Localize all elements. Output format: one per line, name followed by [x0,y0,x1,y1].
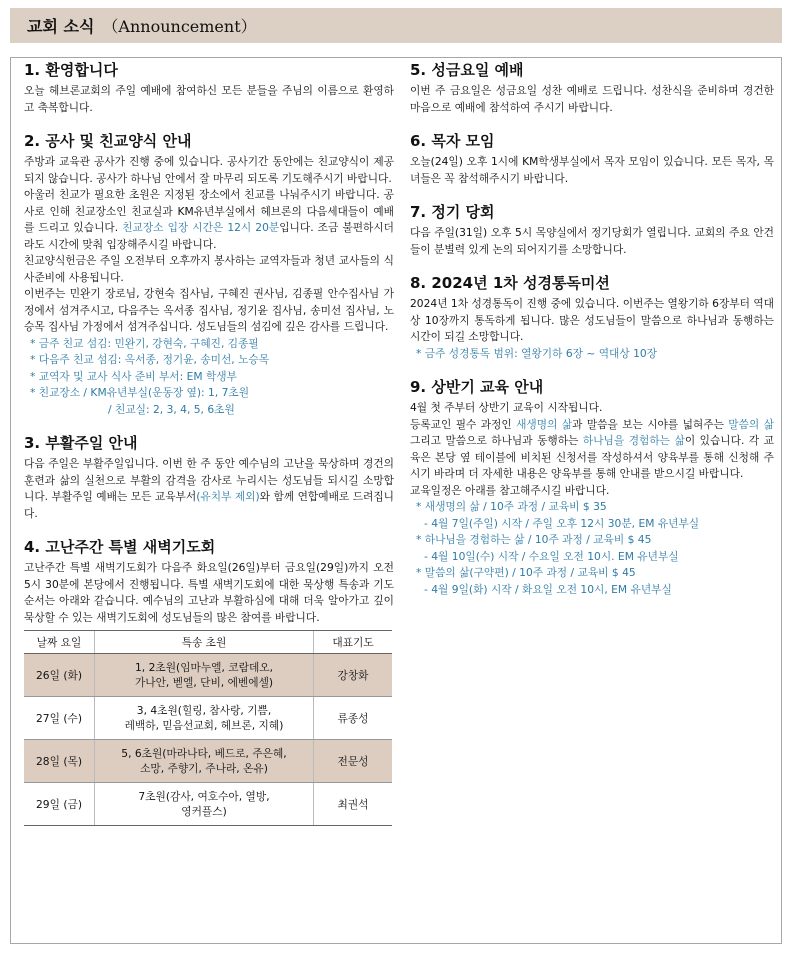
table-row [24,654,392,697]
text-run: 이 있습니다. 각 교육은 본당 옆 테이블에 비치된 신청서를 작성하셔서 양육부를 통해 신청해 주시기 바라며 더 자세한 내용은 양육부를 통해 안내를 받으시길 바랍니다. [410,434,775,480]
section-paragraph [24,187,394,253]
header-title-korean: 교회 소식 [27,17,95,36]
text-run: 와 함께 연합예배로 드려집니다. [24,490,394,520]
column-header: 특송 초원 [95,631,314,654]
highlight-text: 친교장소 입장 시간은 12시 20분 [122,221,280,234]
bullet-detail: - 4월 10일(수) 시작 / 수요일 오전 10시. EM 유년부실 [424,549,679,563]
table-row [24,697,392,740]
text-run: 다음 주일은 부활주일입니다. 이번 한 주 동안 예수님의 고난을 묵상하며 경건의 훈련과 삶의 실천으로 부활의 감격을 감사로 누리시는 성도님들 되시길 소망합니다. 부활주일 예배는 모든 교육부서 [24,457,394,503]
date-cell: 27일 (수) [24,697,95,740]
section-title: 1. 환영합니다 [24,61,118,79]
cell-line: 5, 6초원(마라나타, 베드로, 주은혜, [121,747,287,760]
date-cell: 29일 (금) [24,783,95,826]
cell-line: 7초원(감사, 여호수아, 열방, [138,790,270,803]
table-row [24,783,392,826]
section-body: 다음 주일(31일) 오후 5시 목양실에서 정기당회가 열립니다. 교회의 주요 안건들이 분별력 있게 논의 되어지기를 소망합니다. [410,226,774,256]
song-cell [95,740,314,783]
song-cell [95,697,314,740]
cell-line: 레백하, 믿음선교회, 헤브론, 지혜) [124,719,284,732]
date-cell: 26일 (화) [24,654,95,697]
section-title: 3. 부활주일 안내 [24,434,138,452]
bullet-item: * 금주 성경통독 범위: 열왕기하 6장 ~ 역대상 10장 [416,346,657,360]
date-cell: 28일 (목) [24,740,95,783]
prayer-cell: 류종성 [314,697,393,740]
table-row [24,740,392,783]
section-education [410,376,774,598]
song-cell [95,783,314,826]
section-welcome [24,59,394,116]
highlight-text: 말씀의 삶 [728,417,774,431]
bullet-item: * 말씀의 삶(구약편) / 10주 과정 / 교육비 $ 45 [416,566,636,579]
left-column [24,59,394,826]
section-good-friday [410,59,774,116]
song-cell [95,654,314,697]
prayer-cell: 최권석 [314,783,393,826]
section-body: 이번 주 금요일은 성금요일 성찬 예배로 드립니다. 성찬식을 준비하며 경건한 마음으로 예배에 참석하여 주시기 바랍니다. [410,84,774,114]
text-run: 과 말씀을 보는 시야를 넓혀주는 [572,417,729,431]
section-dawn-prayer [24,536,394,826]
section-easter [24,432,394,522]
cell-line: 3, 4초원(힐링, 참사랑, 기쁨, [136,704,272,717]
section-title: 4. 고난주간 특별 새벽기도회 [24,538,216,556]
text-run: 등록교인 필수 과정인 [410,417,517,431]
bullet-item: / 친교실: 2, 3, 4, 5, 6초원 [108,402,235,416]
section-title: 8. 2024년 1차 성경통독미션 [410,274,610,292]
highlight-text: 하나님을 경험하는 삶 [582,434,685,447]
cell-line: 가나안, 벧엘, 단비, 에벤에셀) [134,676,274,689]
section-session-meeting [410,201,774,258]
bullet-item: * 친교장소 / KM유년부실(운동장 옆): 1, 7초원 [30,386,250,399]
section-construction [24,130,394,418]
section-body: 오늘 헤브론교회의 주일 예배에 참여하신 모든 분들을 주님의 이름으로 환영하고 축복합니다. [24,84,394,114]
text-run: 그리고 말씀으로 하나님과 동행하는 [410,434,583,447]
cell-line: 영커플스) [181,805,227,818]
cell-line: 소망, 주향기, 주나라, 온유) [140,762,268,775]
prayer-schedule-table [24,630,392,826]
section-paragraph: 친교양식헌금은 주일 오전부터 오후까지 봉사하는 교역자들과 청년 교사들의 식사준비에 사용됩니다. [24,254,394,284]
section-paragraph [410,417,774,483]
section-title: 9. 상반기 교육 안내 [410,378,544,396]
bullet-item: * 금주 친교 섬김: 민완기, 강현숙, 구혜진, 김종필 [30,336,259,350]
bullet-item: * 하나님을 경험하는 삶 / 10주 과정 / 교육비 $ 45 [416,533,652,546]
bullet-item: * 새생명의 삶 / 10주 과정 / 교육비 $ 35 [416,500,607,513]
header-title-english: （Announcement） [102,17,257,36]
section-paragraph: 교육일정은 아래를 참고해주시길 바랍니다. [410,483,610,497]
column-header: 대표기도 [314,631,393,654]
section-title: 7. 정기 당회 [410,203,495,221]
bullet-detail: - 4월 7일(주일) 시작 / 주일 오후 12시 30분, EM 유년부실 [424,516,700,530]
table-header-row [24,631,392,654]
highlight-text: 새생명의 삶 [516,417,573,431]
section-body: 오늘(24일) 오후 1시에 KM학생부실에서 목자 모임이 있습니다. 모든 목자, 목녀들은 꼭 참석해주시기 바랍니다. [410,155,774,185]
prayer-cell: 강창화 [314,654,393,697]
section-title: 2. 공사 및 친교양식 안내 [24,132,192,150]
highlight-text: (유치부 제외) [196,490,260,503]
section-shepherd-meeting [410,130,774,187]
right-column [410,59,774,598]
cell-line: 1, 2초원(임마누엘, 코람데오, [135,661,273,674]
text-run: 입니다. 조금 불편하시더라도 시간에 맞춰 입장해주시길 바랍니다. [24,221,395,251]
section-body: 2024년 1차 성경통독이 진행 중에 있습니다. 이번주는 열왕기하 6장부터 역대상 10장까지 통독하게 됩니다. 많은 성도님들이 말씀으로 하나님과 동행하는 시간이 되길 소망합니다. [410,297,774,343]
bullet-item: * 다음주 친교 섬김: 옥서종, 정기윤, 송미선, 노승목 [30,353,270,366]
prayer-cell: 전문성 [314,740,393,783]
section-paragraph [24,456,394,522]
text-run: 아울러 친교가 필요한 초원은 지정된 장소에서 친교를 나눠주시기 바랍니다. 공사로 인해 친교장소인 친교실과 KM유년부실에서 헤브론의 다음세대들이 예배를 드리고 있습니다. [24,188,394,234]
section-bible-reading [410,272,774,362]
page-header [10,8,782,43]
column-header: 날짜 요일 [24,631,95,654]
bullet-item: * 교역자 및 교사 식사 준비 부서: EM 학생부 [30,369,237,383]
section-paragraph: 이번주는 민완기 장로님, 강현숙 집사님, 구혜진 권사님, 김종필 안수집사님 가정에서 섬겨주시고, 다음주는 옥서종 집사님, 정기윤 집사님, 송미선 집사님, 노승목 집사님 가정에서 섬겨주십니다. 성도님들의 섬김에 깊은 감사를 드립니다. [24,287,394,333]
section-paragraph: 고난주간 특별 새벽기도회가 다음주 화요일(26일)부터 금요일(29일)까지 오전 5시 30분에 본당에서 진행됩니다. 특별 새벽기도회에 대한 묵상행 특송과 기도순서는 아래와 같습니다. 예수님의 고난과 부활하심에 대해 더욱 알아가고 깊이 묵상할 수 있는 새벽기도회에 성도님들의 많은 참여를 바랍니다. [24,561,394,624]
section-paragraph: 4월 첫 주부터 상반기 교육이 시작됩니다. [410,401,603,414]
bullet-detail: - 4월 9일(화) 시작 / 화요일 오전 10시, EM 유년부실 [424,582,672,596]
section-title: 5. 성금요일 예배 [410,61,524,79]
section-title: 6. 목자 모임 [410,132,495,150]
section-paragraph: 주방과 교육관 공사가 진행 중에 있습니다. 공사기간 동안에는 친교양식이 제공되지 않습니다. 공사가 하나님 안에서 잘 마무리 되도록 기도해주시기 바랍니다. [24,155,394,185]
